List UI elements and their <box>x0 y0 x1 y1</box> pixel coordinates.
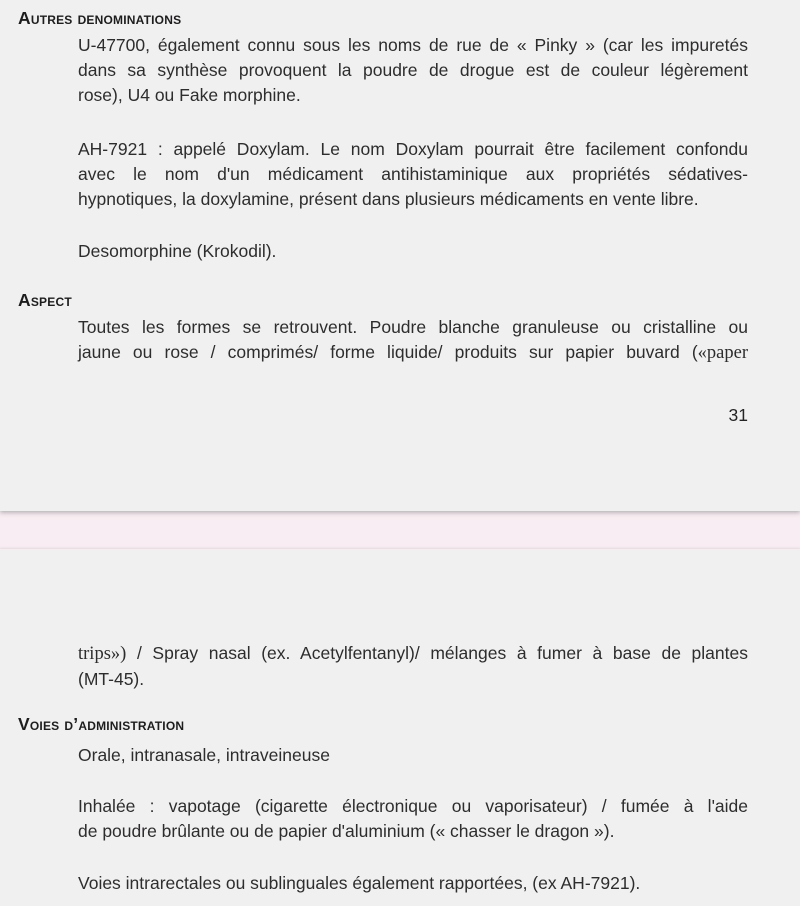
paragraph-u47700 <box>78 33 748 108</box>
text-line: de poudre brûlante ou de papier d'aluminium (« chasser le dragon »). <box>78 821 615 841</box>
page-32 <box>0 549 800 906</box>
text-line: (MT-45). <box>78 669 145 689</box>
section-heading-voies-administration: Voies d’administration <box>18 714 185 734</box>
paragraph-inhalee <box>78 794 748 844</box>
paragraph-intrarectales <box>78 871 748 896</box>
text-line: Desomorphine (Krokodil). <box>78 241 277 261</box>
text-line: Voies intrarectales ou sublinguales également rapportées, (ex AH-7921). <box>78 873 641 893</box>
text-line <box>78 340 748 366</box>
text-fragment-serif: «paper <box>697 343 748 363</box>
text-fragment: / Spray nasal (ex. Acetylfentanyl)/ mélanges à fumer à base de plantes <box>126 643 748 663</box>
page-number: 31 <box>728 405 748 425</box>
text-line: U-47700, également connu sous les noms de rue de « Pinky » (car les impuretés <box>78 35 748 55</box>
text-line: Toutes les formes se retrouvent. Poudre blanche granuleuse ou cristalline ou <box>78 317 748 337</box>
text-line: AH-7921 : appelé Doxylam. Le nom Doxylam pourrait être facilement confondu <box>78 139 748 159</box>
section-heading-aspect: Aspect <box>18 290 72 310</box>
paragraph-trips-spray <box>78 641 748 692</box>
paragraph-orale <box>78 743 748 768</box>
text-line: hypnotiques, la doxylamine, présent dans plusieurs médicaments en vente libre. <box>78 189 699 209</box>
text-line: Orale, intranasale, intraveineuse <box>78 745 330 765</box>
text-fragment-serif: trips») <box>78 644 127 664</box>
text-line: dans sa synthèse provoquent la poudre de drogue est de couleur légèrement <box>78 60 748 80</box>
section-heading-autres-denominations: Autres denominations <box>18 8 182 28</box>
text-line: rose), U4 ou Fake morphine. <box>78 85 301 105</box>
paragraph-ah7921 <box>78 137 748 212</box>
paragraph-aspect <box>78 315 748 366</box>
text-line <box>78 641 748 667</box>
paragraph-desomorphine <box>78 239 748 264</box>
text-fragment: jaune ou rose / comprimés/ forme liquide/ produits sur papier buvard ( <box>78 342 698 362</box>
text-line: Inhalée : vapotage (cigarette électronique ou vaporisateur) / fumée à l'aide <box>78 796 748 816</box>
text-line: avec le nom d'un médicament antihistaminique aux propriétés sédatives- <box>78 164 748 184</box>
